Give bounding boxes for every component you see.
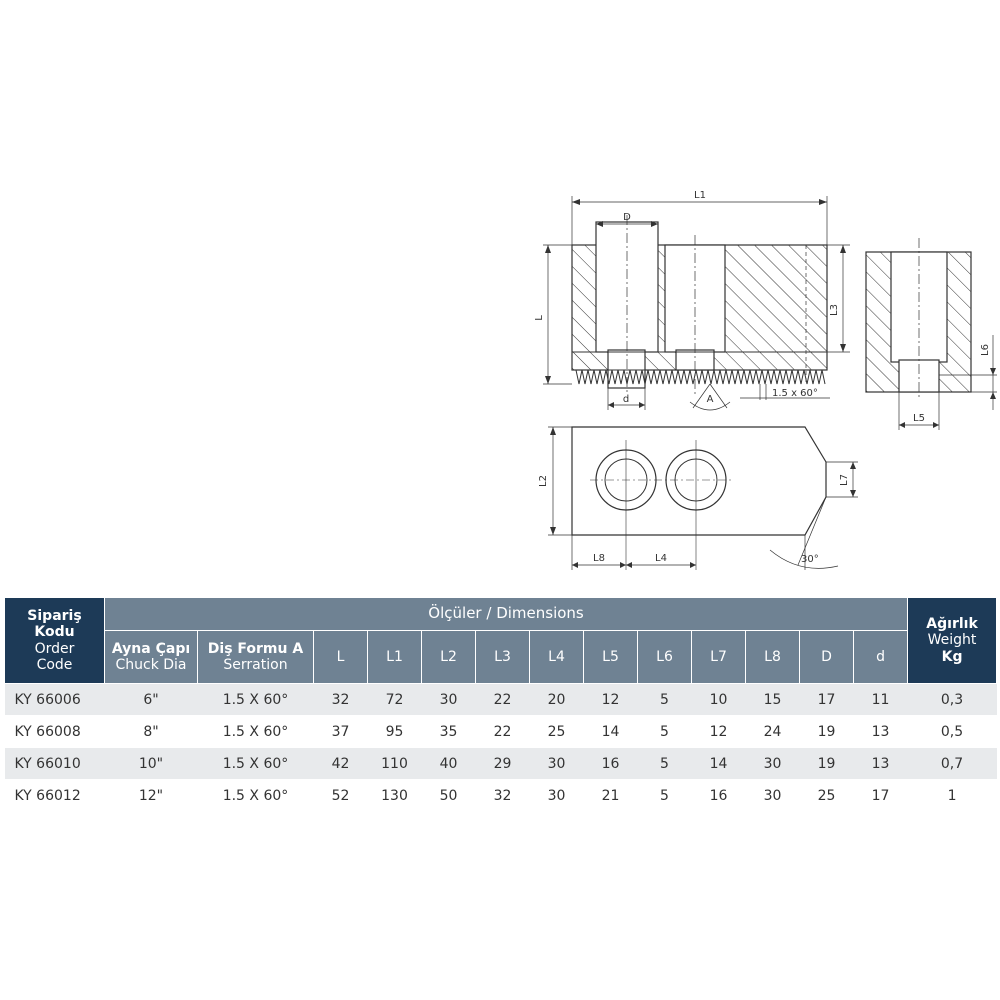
col-header-L1: L1 <box>368 631 422 684</box>
col-header-L6: L6 <box>638 631 692 684</box>
L3-label: L3 <box>829 304 840 316</box>
value-cell: 30 <box>530 780 584 812</box>
col-header-L7: L7 <box>692 631 746 684</box>
value-cell: 30 <box>746 748 800 780</box>
angle-label: 30° <box>801 554 819 565</box>
serration-note: 1.5 x 60° <box>772 388 818 399</box>
serration-header: Diş Formu A Serration <box>198 631 314 684</box>
value-cell: 17 <box>800 684 854 716</box>
value-cell: 12 <box>584 684 638 716</box>
col-header-L5: L5 <box>584 631 638 684</box>
value-cell: 5 <box>638 716 692 748</box>
chuck-dia-header: Ayna Çapı Chuck Dia <box>105 631 198 684</box>
weight-header: Ağırlık Weight Kg <box>908 598 997 684</box>
serration-cell: 1.5 X 60° <box>198 780 314 812</box>
L1-label: L1 <box>694 190 706 201</box>
value-cell: 24 <box>746 716 800 748</box>
value-cell: 5 <box>638 780 692 812</box>
value-cell: 21 <box>584 780 638 812</box>
col-header-L8: L8 <box>746 631 800 684</box>
value-cell: 29 <box>476 748 530 780</box>
value-cell: 72 <box>368 684 422 716</box>
value-cell: 22 <box>476 716 530 748</box>
value-cell: 11 <box>854 684 908 716</box>
L4-label: L4 <box>655 553 667 564</box>
weight-cell: 0,5 <box>908 716 997 748</box>
col-header-L3: L3 <box>476 631 530 684</box>
dimensions-table <box>4 597 997 812</box>
value-cell: 110 <box>368 748 422 780</box>
weight-cell: 0,3 <box>908 684 997 716</box>
L-label: L <box>534 315 545 321</box>
value-cell: 17 <box>854 780 908 812</box>
value-cell: 25 <box>800 780 854 812</box>
value-cell: 19 <box>800 748 854 780</box>
order-code-cell: KY 66010 <box>5 748 105 780</box>
value-cell: 130 <box>368 780 422 812</box>
value-cell: 10 <box>692 684 746 716</box>
serration-cell: 1.5 X 60° <box>198 748 314 780</box>
d-label: d <box>622 394 630 405</box>
value-cell: 19 <box>800 716 854 748</box>
value-cell: 16 <box>584 748 638 780</box>
table-row <box>5 780 997 812</box>
table-row <box>5 716 997 748</box>
chuck-dia-cell: 12" <box>105 780 198 812</box>
col-header-L4: L4 <box>530 631 584 684</box>
weight-cell: 1 <box>908 780 997 812</box>
value-cell: 95 <box>368 716 422 748</box>
value-cell: 12 <box>692 716 746 748</box>
value-cell: 20 <box>530 684 584 716</box>
value-cell: 14 <box>692 748 746 780</box>
order-code-cell: KY 66012 <box>5 780 105 812</box>
order-code-cell: KY 66008 <box>5 716 105 748</box>
L7-label: L7 <box>839 474 850 486</box>
value-cell: 16 <box>692 780 746 812</box>
serration-cell: 1.5 X 60° <box>198 716 314 748</box>
value-cell: 42 <box>314 748 368 780</box>
value-cell: 30 <box>746 780 800 812</box>
L6-label: L6 <box>980 344 991 356</box>
value-cell: 35 <box>422 716 476 748</box>
value-cell: 30 <box>530 748 584 780</box>
col-header-L2: L2 <box>422 631 476 684</box>
value-cell: 15 <box>746 684 800 716</box>
value-cell: 13 <box>854 748 908 780</box>
D-label: D <box>623 212 631 223</box>
side-section-view <box>866 238 997 430</box>
value-cell: 5 <box>638 748 692 780</box>
dimensions-header: Ölçüler / Dimensions <box>105 598 908 631</box>
value-cell: 5 <box>638 684 692 716</box>
chuck-dia-cell: 8" <box>105 716 198 748</box>
value-cell: 25 <box>530 716 584 748</box>
col-header-D: D <box>800 631 854 684</box>
chuck-dia-cell: 6" <box>105 684 198 716</box>
value-cell: 37 <box>314 716 368 748</box>
chuck-dia-cell: 10" <box>105 748 198 780</box>
value-cell: 50 <box>422 780 476 812</box>
value-cell: 52 <box>314 780 368 812</box>
value-cell: 32 <box>314 684 368 716</box>
table-row <box>5 748 997 780</box>
col-header-L: L <box>314 631 368 684</box>
value-cell: 14 <box>584 716 638 748</box>
top-view <box>538 427 858 570</box>
order-code-cell: KY 66006 <box>5 684 105 716</box>
col-header-d: d <box>854 631 908 684</box>
value-cell: 32 <box>476 780 530 812</box>
L8-label: L8 <box>593 553 605 564</box>
order-code-header: Sipariş Kodu Order Code <box>5 598 105 684</box>
table-row <box>5 684 997 716</box>
value-cell: 40 <box>422 748 476 780</box>
front-section-view <box>534 190 850 410</box>
serration-cell: 1.5 X 60° <box>198 684 314 716</box>
value-cell: 30 <box>422 684 476 716</box>
value-cell: 22 <box>476 684 530 716</box>
A-label: A <box>706 394 714 405</box>
value-cell: 13 <box>854 716 908 748</box>
L5-label: L5 <box>913 413 925 424</box>
L2-label: L2 <box>538 475 549 487</box>
weight-cell: 0,7 <box>908 748 997 780</box>
